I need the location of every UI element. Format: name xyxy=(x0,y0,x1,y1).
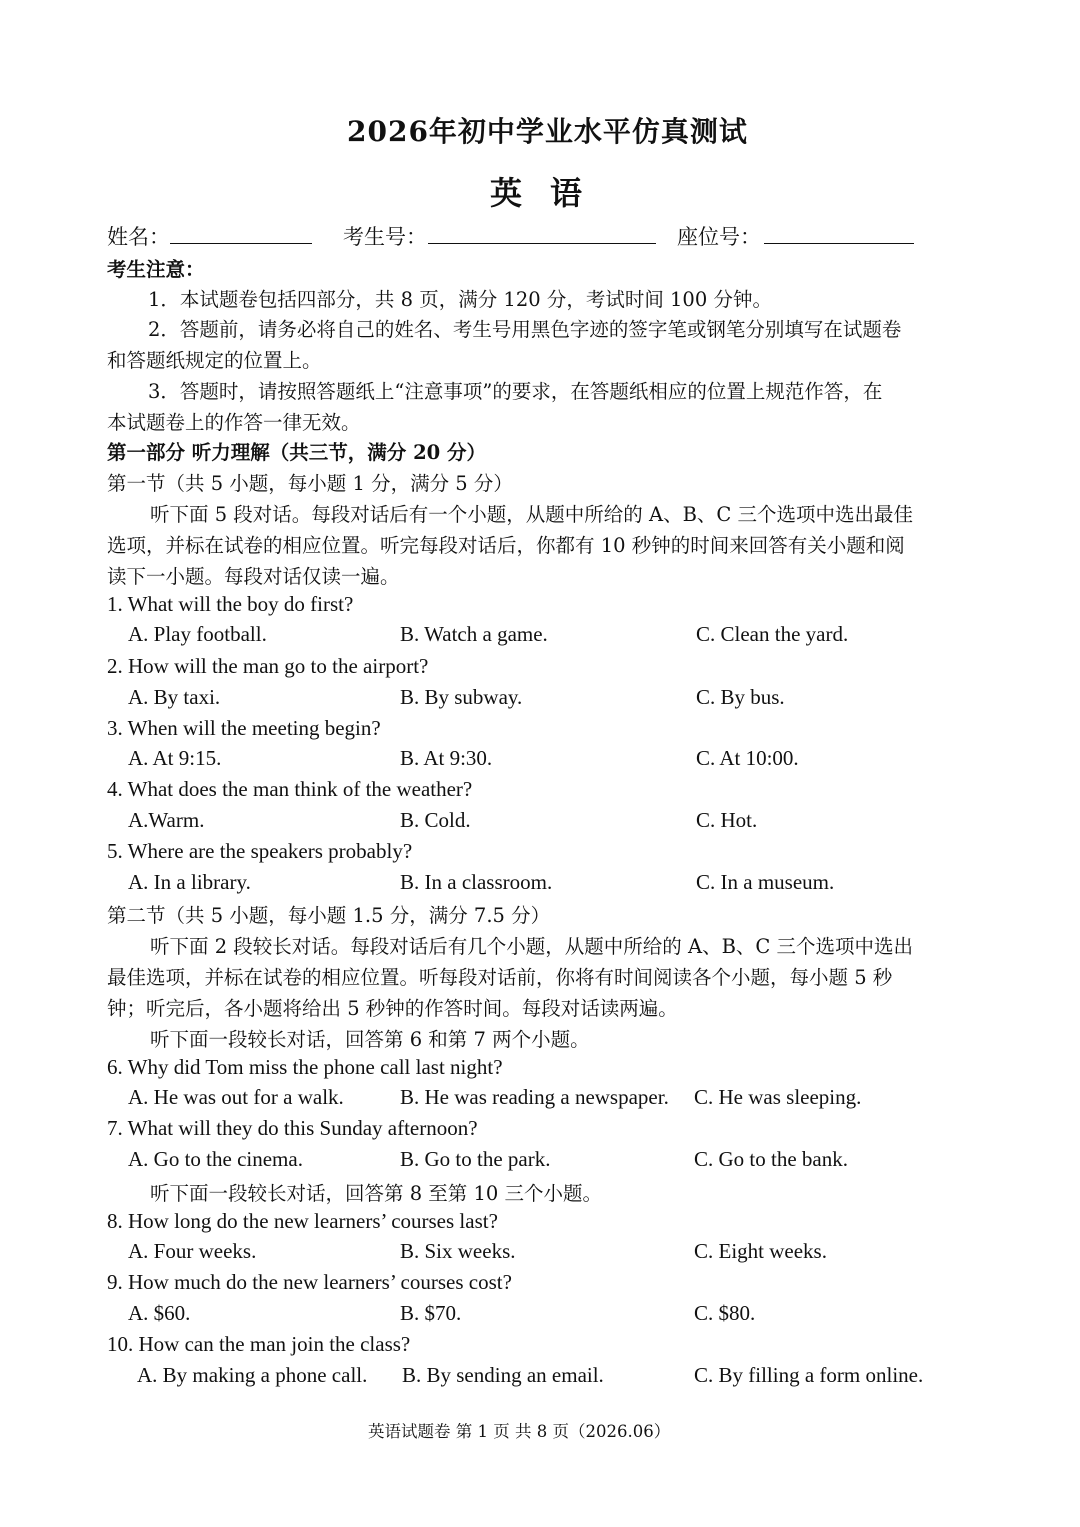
q10-option-a: A. By making a phone call. xyxy=(137,1363,368,1387)
q8-option-c: C. Eight weeks. xyxy=(694,1239,827,1263)
q7-option-c: C. Go to the bank. xyxy=(694,1147,848,1171)
q3-option-c: C. At 10:00. xyxy=(696,746,799,770)
section2-heading: 第二节（共 5 小题，每小题 1.5 分，满分 7.5 分） xyxy=(107,904,551,927)
q6-option-a: A. He was out for a walk. xyxy=(128,1085,344,1109)
question-6: 6. Why did Tom miss the phone call last night? xyxy=(107,1055,503,1079)
q10-option-b: B. By sending an email. xyxy=(402,1363,604,1387)
notice-item-3-line-1: 3．答题时，请按照答题纸上“注意事项”的要求，在答题纸相应的位置上规范作答，在 xyxy=(148,380,883,403)
q5-option-a: A. In a library. xyxy=(128,870,251,894)
name-field[interactable] xyxy=(170,243,312,244)
q2-option-b: B. By subway. xyxy=(400,685,523,709)
q4-option-c: C. Hot. xyxy=(696,808,758,832)
section2-instructions-line-3: 钟；听完后，各小题将给出 5 秒钟的作答时间。每段对话读两遍。 xyxy=(107,997,678,1020)
section1-instructions-line-2: 选项，并标在试卷的相应位置。听完每段对话后，你都有 10 秒钟的时间来回答有关小题和阅 xyxy=(107,534,905,557)
question-3: 3. When will the meeting begin? xyxy=(107,716,381,740)
q4-option-a: A.Warm. xyxy=(128,808,205,832)
q9-option-a: A. $60. xyxy=(128,1301,191,1325)
q6-option-b: B. He was reading a newspaper. xyxy=(400,1085,669,1109)
q3-option-b: B. At 9:30. xyxy=(400,746,493,770)
q3-option-a: A. At 9:15. xyxy=(128,746,222,770)
q5-option-b: B. In a classroom. xyxy=(400,870,553,894)
notice-item-2-line-1: 2．答题前，请务必将自己的姓名、考生号用黑色字迹的签字笔或钢笔分别填写在试题卷 xyxy=(148,318,902,341)
exam-title: 2026年初中学业水平仿真测试 xyxy=(347,115,748,148)
q2-option-c: C. By bus. xyxy=(696,685,785,709)
dialog-2-note: 听下面一段较长对话，回答第 8 至第 10 三个小题。 xyxy=(150,1182,603,1205)
q4-option-b: B. Cold. xyxy=(400,808,471,832)
page-footer: 英语试题卷 第 1 页 共 8 页（2026.06） xyxy=(368,1422,671,1441)
notice-item-1: 1．本试题卷包括四部分，共 8 页，满分 120 分，考试时间 100 分钟。 xyxy=(148,288,772,311)
part1-heading: 第一部分 听力理解（共三节，满分 20 分） xyxy=(107,441,487,464)
subject-title: 英语 xyxy=(490,174,611,212)
question-2: 2. How will the man go to the airport? xyxy=(107,654,429,678)
section1-heading: 第一节（共 5 小题，每小题 1 分，满分 5 分） xyxy=(107,472,513,495)
question-9: 9. How much do the new learners’ courses cost? xyxy=(107,1270,512,1294)
q8-option-a: A. Four weeks. xyxy=(128,1239,257,1263)
q2-option-a: A. By taxi. xyxy=(128,685,221,709)
question-5: 5. Where are the speakers probably? xyxy=(107,839,413,863)
q9-option-c: C. $80. xyxy=(694,1301,756,1325)
exam-no-field[interactable] xyxy=(428,243,656,244)
question-1: 1. What will the boy do first? xyxy=(107,592,354,616)
notice-item-3-line-2: 本试题卷上的作答一律无效。 xyxy=(107,411,361,434)
q1-option-c: C. Clean the yard. xyxy=(696,622,849,646)
section1-instructions-line-3: 读下一小题。每段对话仅读一遍。 xyxy=(107,565,400,588)
q6-option-c: C. He was sleeping. xyxy=(694,1085,862,1109)
question-10: 10. How can the man join the class? xyxy=(107,1332,411,1356)
seat-field[interactable] xyxy=(764,243,914,244)
q1-option-a: A. Play football. xyxy=(128,622,267,646)
section1-instructions-line-1: 听下面 5 段对话。每段对话后有一个小题，从题中所给的 A、B、C 三个选项中选出最佳 xyxy=(150,503,914,526)
q7-option-a: A. Go to the cinema. xyxy=(128,1147,303,1171)
question-4: 4. What does the man think of the weather? xyxy=(107,777,473,801)
q1-option-b: B. Watch a game. xyxy=(400,622,548,646)
notice-heading: 考生注意： xyxy=(107,258,205,281)
q8-option-b: B. Six weeks. xyxy=(400,1239,516,1263)
q10-option-c: C. By filling a form online. xyxy=(694,1363,924,1387)
q9-option-b: B. $70. xyxy=(400,1301,462,1325)
question-7: 7. What will they do this Sunday afternoon? xyxy=(107,1116,478,1140)
section2-instructions-line-2: 最佳选项，并标在试卷的相应位置。听每段对话前，你将有时间阅读各个小题，每小题 5 秒 xyxy=(107,966,893,989)
question-8: 8. How long do the new learners’ courses last? xyxy=(107,1209,498,1233)
section2-instructions-line-1: 听下面 2 段较长对话。每段对话后有几个小题，从题中所给的 A、B、C 三个选项中选出 xyxy=(150,935,914,958)
seat-label: 座位号： xyxy=(677,225,761,249)
q5-option-c: C. In a museum. xyxy=(696,870,835,894)
q7-option-b: B. Go to the park. xyxy=(400,1147,551,1171)
notice-item-2-line-2: 和答题纸规定的位置上。 xyxy=(107,349,322,372)
name-label: 姓名： xyxy=(107,225,170,249)
exam-no-label: 考生号： xyxy=(343,225,427,249)
dialog-1-note: 听下面一段较长对话，回答第 6 和第 7 两个小题。 xyxy=(150,1028,590,1051)
